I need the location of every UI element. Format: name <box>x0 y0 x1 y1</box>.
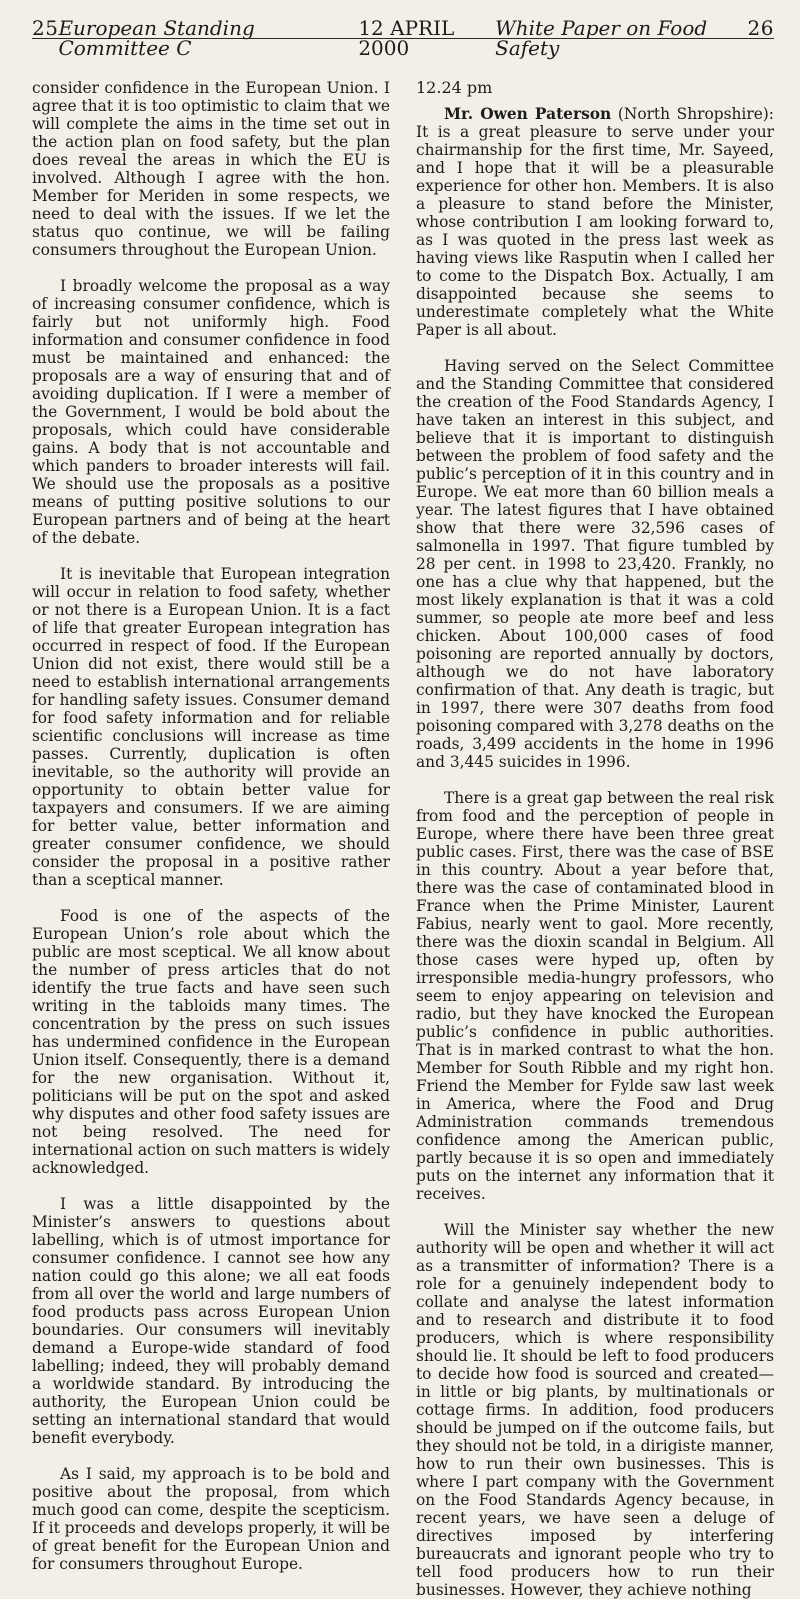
page-number-left: 25 <box>32 16 59 40</box>
paragraph: As I said, my approach is to be bold and positive about the proposal, from which much good can come, despite the scepticism. If it proceeds and develops properly, it will be of great benefit for the European Union and for consumers throughout Europe. <box>32 1465 390 1573</box>
right-column <box>416 79 774 1599</box>
committee-name: European Standing Committee C <box>58 16 255 60</box>
paragraph: consider confidence in the European Union. I agree that it is too optimistic to claim that we will complete the aims in the time set out in the action plan on food safety, but the plan does reveal the areas in which the EU is involved. Although I agree with the hon. Member for Meriden in some respects, we need to deal with the issues. If we let the status quo continue, we will be failing consumers throughout the European Union. <box>32 79 390 259</box>
document-subject: White Paper on Food Safety <box>495 16 708 60</box>
speech-text: (North Shropshire): It is a great pleasure to serve under your chairmanship for the first time, Mr. Sayeed, and I hope that it will be a pleasurable experience for other hon. Members. It is also a pleasure to stand before the Minister, whose contribution I am looking forward to, as I was quoted in the press last week as having views like Rasputin when I called her to come to the Dispatch Box. Actually, I am disappointed because she seems to underestimate completely what the White Paper is all about. <box>416 105 774 339</box>
paragraph: I broadly welcome the proposal as a way of increasing consumer confidence, which is fairly but not uniformly high. Food information and consumer confidence in food must be maintained and enhanced: the proposals are a way of ensuring that and of avoiding duplication. If I were a member of the Government, I would be bold about the proposals, which could have considerable gains. A body that is not accountable and which panders to broader interests will fail. We should use the proposals as a positive means of putting positive solutions to our European partners and of being at the heart of the debate. <box>32 277 390 547</box>
page-number-right: 26 <box>747 16 774 40</box>
paragraph: There is a great gap between the real risk from food and the perception of people in Europe, where there have been three great public cases. First, there was the case of BSE in this country. About a year before that, there was the case of contaminated blood in France when the Prime Minister, Laurent Fabius, nearly went to gaol. More recently, there was the dioxin scandal in Belgium. All those cases were hyped up, often by irresponsible media-hungry professors, who seem to enjoy appearing on television and radio, but they have knocked the European public’s confidence in public authorities. That is in marked contrast to what the hon. Member for South Ribble and my right hon. Friend the Member for Fylde saw last week in America, where the Food and Drug Administration commands tremendous confidence among the American public, partly because it is so open and immediately puts on the internet any information that it receives. <box>416 789 774 1203</box>
left-column <box>32 79 390 1599</box>
text-columns <box>32 79 774 1599</box>
paragraph: I was a little disappointed by the Minister’s answers to questions about labelling, which is of utmost importance for consumer confidence. I cannot see how any nation could go this alone; we all eat foods from all over the world and large numbers of food products pass across European Union boundaries. Our consumers will inevitably demand a Europe-wide standard of food labelling; indeed, they will probably demand a worldwide standard. By introducing the authority, the European Union could be setting an international standard that would benefit everybody. <box>32 1195 390 1447</box>
running-header <box>32 0 774 60</box>
paragraph: It is inevitable that European integration will occur in relation to food safety, whether or not there is a European Union. It is a fact of life that greater European integration has occurred in respect of food. If the European Union did not exist, there would still be a need to establish international arrangements for handling safety issues. Consumer demand for food safety information and for reliable scientific conclusions will increase as time passes. Currently, duplication is often inevitable, so the authority will provide an opportunity to obtain better value for taxpayers and consumers. If we are aiming for better value, better information and greater consumer confidence, we should consider the proposal in a positive rather than a sceptical manner. <box>32 565 390 889</box>
paragraph: Food is one of the aspects of the European Union’s role about which the public are most sceptical. We all know about the number of press articles that do not identify the true facts and have seen such writing in the tabloids many times. The concentration by the press on such issues has undermined confidence in the European Union itself. Consequently, there is a demand for the new organisation. Without it, politicians will be put on the spot and asked why disputes and other food safety issues are not being resolved. The need for international action on such matters is widely acknowledged. <box>32 907 390 1177</box>
time-stamp: 12.24 pm <box>416 78 493 97</box>
speech-opening-paragraph <box>416 105 774 339</box>
speaker-name: Mr. Owen Paterson <box>444 105 612 123</box>
paragraph: Will the Minister say whether the new authority will be open and whether it will act as a transmitter of information? There is a role for a genuinely independent body to collate and analyse the latest information and to research and distribute it to food producers, which is where responsibility should lie. It should be left to food producers to decide how food is sourced and created—in little or big plants, by multinationals or cottage firms. In addition, food producers should be jumped on if the outcome fails, but they should not be told, in a dirigiste manner, how to run their own businesses. This is where I part company with the Government on the Food Standards Agency because, in recent years, we have seen a deluge of directives imposed by interfering bureaucrats and ignorant people who try to tell food producers how to run their businesses. However, they achieve nothing <box>416 1221 774 1599</box>
paragraph: Having served on the Select Committee and the Standing Committee that considered the creation of the Food Standards Agency, I have taken an interest in this subject, and believe that it is important to distinguish between the problem of food safety and the public’s perception of it in this country and in Europe. We eat more than 60 billion meals a year. The latest figures that I have obtained show that there were 32,596 cases of salmonella in 1997. That figure tumbled by 28 per cent. in 1998 to 23,420. Frankly, no one has a clue why that happened, but the most likely explanation is that it was a cold summer, so people ate more beef and less chicken. About 100,000 cases of food poisoning are reported annually by doctors, although we do not have laboratory confirmation of that. Any death is tragic, but in 1997, there were 307 deaths from food poisoning compared with 3,278 deaths on the roads, 3,499 accidents in the home in 1996 and 3,445 suicides in 1996. <box>416 357 774 771</box>
sitting-date: 12 APRIL 2000 <box>358 16 455 60</box>
